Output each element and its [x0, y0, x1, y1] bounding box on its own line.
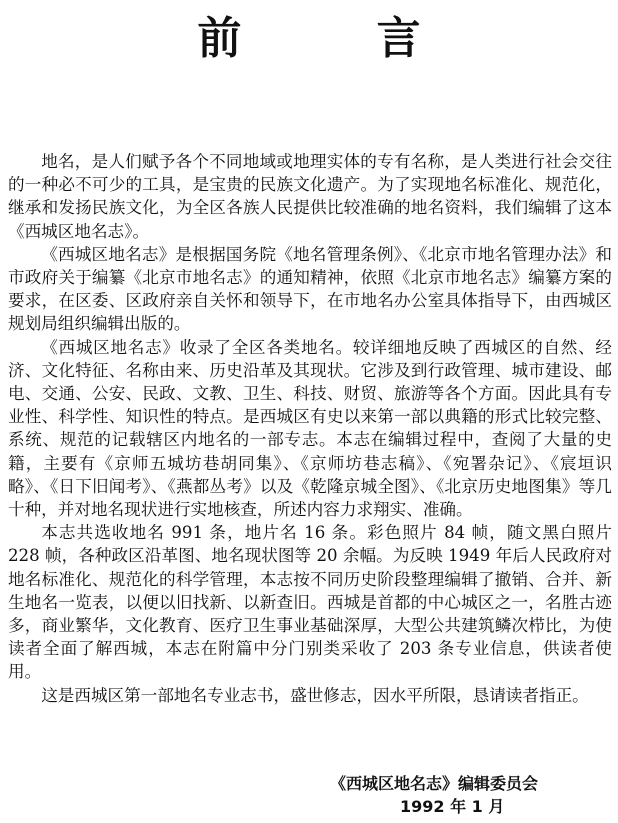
paragraph-3: 《西城区地名志》收录了全区各类地名。较详细地反映了西城区的自然、经济、文化特征、名称由来、历史沿革及其现状。它涉及到行政管理、城市建设、邮电、交通、公安、民政、文教、卫生、科技、财贸、旅游等各个方面。因此具有专业性、科学性、知识性的特点。是西城区有史以来第一部以典籍的形式比较完整、系统、规范的记载辖区内地名的一部专志。本志在编辑过程中，查阅了大量的史籍，主要有《京师五城坊巷胡同集》、《京师坊巷志稿》、《宛署杂记》、《宸垣识略》、《日下旧闻考》、《燕都丛考》以及《乾隆京城全图》、《北京历史地图集》等几十种，并对地名现状进行实地核查，所述内容力求翔实、准确。	[8, 337, 612, 520]
page-title: 前 言	[197, 13, 481, 64]
paragraph-1: 地名，是人们赋予各个不同地域或地理实体的专有名称，是人类进行社会交往的一种必不可少的工具，是宝贵的民族文化遗产。为了实现地名标准化、规范化，继承和发扬民族文化，为全区各族人民提供比较准确的地名资料，我们编辑了这本《西城区地名志》。	[8, 152, 612, 241]
signature-date: 1992 年 1 月	[399, 797, 505, 816]
paragraph-5: 这是西城区第一部地名专业志书，盛世修志，因水平所限，恳请读者指正。	[41, 685, 589, 705]
signature-block	[330, 772, 538, 818]
paragraph-4: 本志共选收地名 991 条，地片名 16 条。彩色照片 84 帧，随文黑白照片 228 帧，各种政区沿革图、地名现状图等 20 余幅。为反映 1949 年后人民政府对地名标准化、规范化的科学管理，本志按不同历史阶段整理编辑了撤销、合并、新生地名一览表，以便以旧找新、以新查旧。西城是首都的中心城区之一，名胜古迹多，商业繁华，文化教育、医疗卫生事业基础深厚，大型公共建筑鳞次栉比，为使读者全面了解西城，本志在附篇中分门别类采收了 203 条专业信息，供读者使用。	[8, 523, 612, 682]
preface-body	[8, 150, 612, 707]
signature-organization: 《西城区地名志》编辑委员会	[329, 774, 538, 793]
paragraph-2: 《西城区地名志》是根据国务院《地名管理条例》、《北京市地名管理办法》和市政府关于编纂《北京市地名志》的通知精神，依照《北京市地名志》编纂方案的要求，在区委、区政府亲自关怀和领导下，在市地名办公室具体指导下，由西城区规划局组织编辑出版的。	[8, 244, 612, 334]
